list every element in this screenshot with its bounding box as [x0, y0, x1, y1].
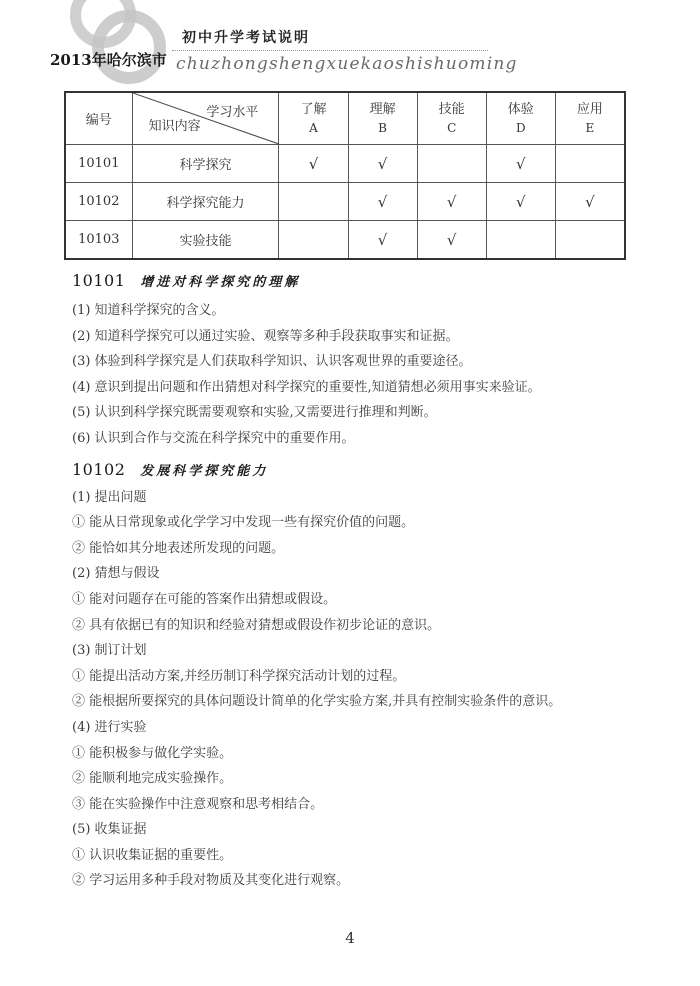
list-item: (3) 体验到科学探究是人们获取科学知识、认识客观世界的重要途径。	[72, 354, 472, 370]
level-code: C	[447, 120, 457, 135]
list-item: ① 能积极参与做化学实验。	[72, 745, 233, 761]
level-code: A	[309, 120, 318, 135]
list-item: ② 能恰如其分地表述所发现的问题。	[72, 540, 285, 556]
check-icon: √	[348, 145, 417, 183]
cell-id: 10101	[65, 145, 132, 183]
check-icon	[417, 145, 486, 183]
levels-table	[64, 91, 626, 260]
check-icon: √	[486, 183, 555, 221]
section-heading	[72, 266, 652, 296]
list-item: ① 能从日常现象或化学学习中发现一些有探究价值的问题。	[72, 515, 415, 531]
list-item: ③ 能在实验操作中注意观察和思考相结合。	[72, 796, 324, 812]
table-row	[65, 145, 625, 183]
check-icon: √	[486, 145, 555, 183]
list-item: (3) 制订计划	[72, 643, 147, 659]
level-name: 理解	[369, 101, 396, 117]
list-item: (5) 认识到科学探究既需要观察和实验,又需要进行推理和判断。	[72, 405, 437, 421]
table-row	[65, 221, 625, 260]
column-header-level	[486, 92, 555, 145]
list-item: (2) 猜想与假设	[72, 566, 160, 582]
level-code: E	[585, 120, 595, 135]
section-10102	[72, 455, 652, 895]
column-header-level	[555, 92, 625, 145]
level-code: D	[515, 120, 526, 135]
cell-content: 实验技能	[132, 221, 279, 260]
table-row	[65, 183, 625, 221]
list-item: ① 能对问题存在可能的答案作出猜想或假设。	[72, 591, 337, 607]
check-icon: √	[417, 221, 486, 260]
page-header	[0, 0, 700, 90]
diag-label-level: 学习水平	[206, 105, 259, 120]
list-item: (4) 进行实验	[72, 719, 147, 735]
cell-id: 10103	[65, 221, 132, 260]
column-header-level	[417, 92, 486, 145]
header-divider	[172, 50, 488, 51]
list-item: (6) 认识到合作与交流在科学探究中的重要作用。	[72, 430, 355, 446]
list-item: (1) 知道科学探究的含义。	[72, 303, 225, 318]
level-code: B	[378, 120, 387, 135]
header-pinyin: chuzhongshengxuekaoshishuoming	[176, 54, 518, 74]
level-name: 了解	[300, 101, 327, 117]
list-item: (1) 提出问题	[72, 489, 147, 505]
check-icon: √	[555, 183, 625, 221]
check-icon	[555, 221, 625, 260]
decorative-circle-icon	[92, 10, 166, 84]
list-item: (5) 收集证据	[72, 822, 147, 838]
list-item: ② 能顺利地完成实验操作。	[72, 771, 233, 787]
cell-id: 10102	[65, 183, 132, 221]
section-title: 增进对科学探究的理解	[140, 275, 301, 290]
column-header-diagonal	[132, 92, 279, 145]
check-icon	[279, 221, 348, 260]
level-name: 体验	[507, 101, 534, 117]
list-item: ① 能提出活动方案,并经历制订科学探究活动计划的过程。	[72, 668, 406, 684]
list-item: ② 学习运用多种手段对物质及其变化进行观察。	[72, 873, 350, 889]
learning-level-table	[64, 91, 626, 260]
cell-content: 科学探究能力	[132, 183, 279, 221]
level-name: 技能	[438, 101, 465, 117]
check-icon	[486, 221, 555, 260]
level-name: 应用	[576, 101, 603, 117]
list-item: ① 认识收集证据的重要性。	[72, 847, 233, 863]
list-item: ② 具有依据已有的知识和经验对猜想或假设作初步论证的意识。	[72, 617, 441, 633]
section-title: 发展科学探究能力	[140, 463, 269, 479]
check-icon: √	[417, 183, 486, 221]
check-icon: √	[348, 183, 417, 221]
diag-label-content: 知识内容	[148, 119, 201, 134]
check-icon: √	[279, 145, 348, 183]
check-icon: √	[348, 221, 417, 260]
section-heading	[72, 455, 652, 485]
page-number: 4	[345, 929, 355, 947]
check-icon	[555, 145, 625, 183]
section-number: 10101	[72, 271, 126, 290]
table-header-row	[65, 92, 625, 145]
header-year-city: 2013年哈尔滨市	[50, 51, 167, 69]
column-header-level	[348, 92, 417, 145]
column-header-level	[279, 92, 348, 145]
list-item: ② 能根据所要探究的具体问题设计简单的化学实验方案,并具有控制实验条件的意识。	[72, 694, 562, 710]
column-header-id: 编号	[65, 92, 132, 145]
check-icon	[279, 183, 348, 221]
cell-content: 科学探究	[132, 145, 279, 183]
header-title: 初中升学考试说明	[182, 30, 310, 46]
document-body	[72, 266, 652, 896]
section-number: 10102	[72, 459, 126, 479]
list-item: (4) 意识到提出问题和作出猜想对科学探究的重要性,知道猜想必须用事实来验证。	[72, 379, 541, 395]
section-10101	[72, 266, 652, 452]
list-item: (2) 知道科学探究可以通过实验、观察等多种手段获取事实和证据。	[72, 328, 459, 344]
